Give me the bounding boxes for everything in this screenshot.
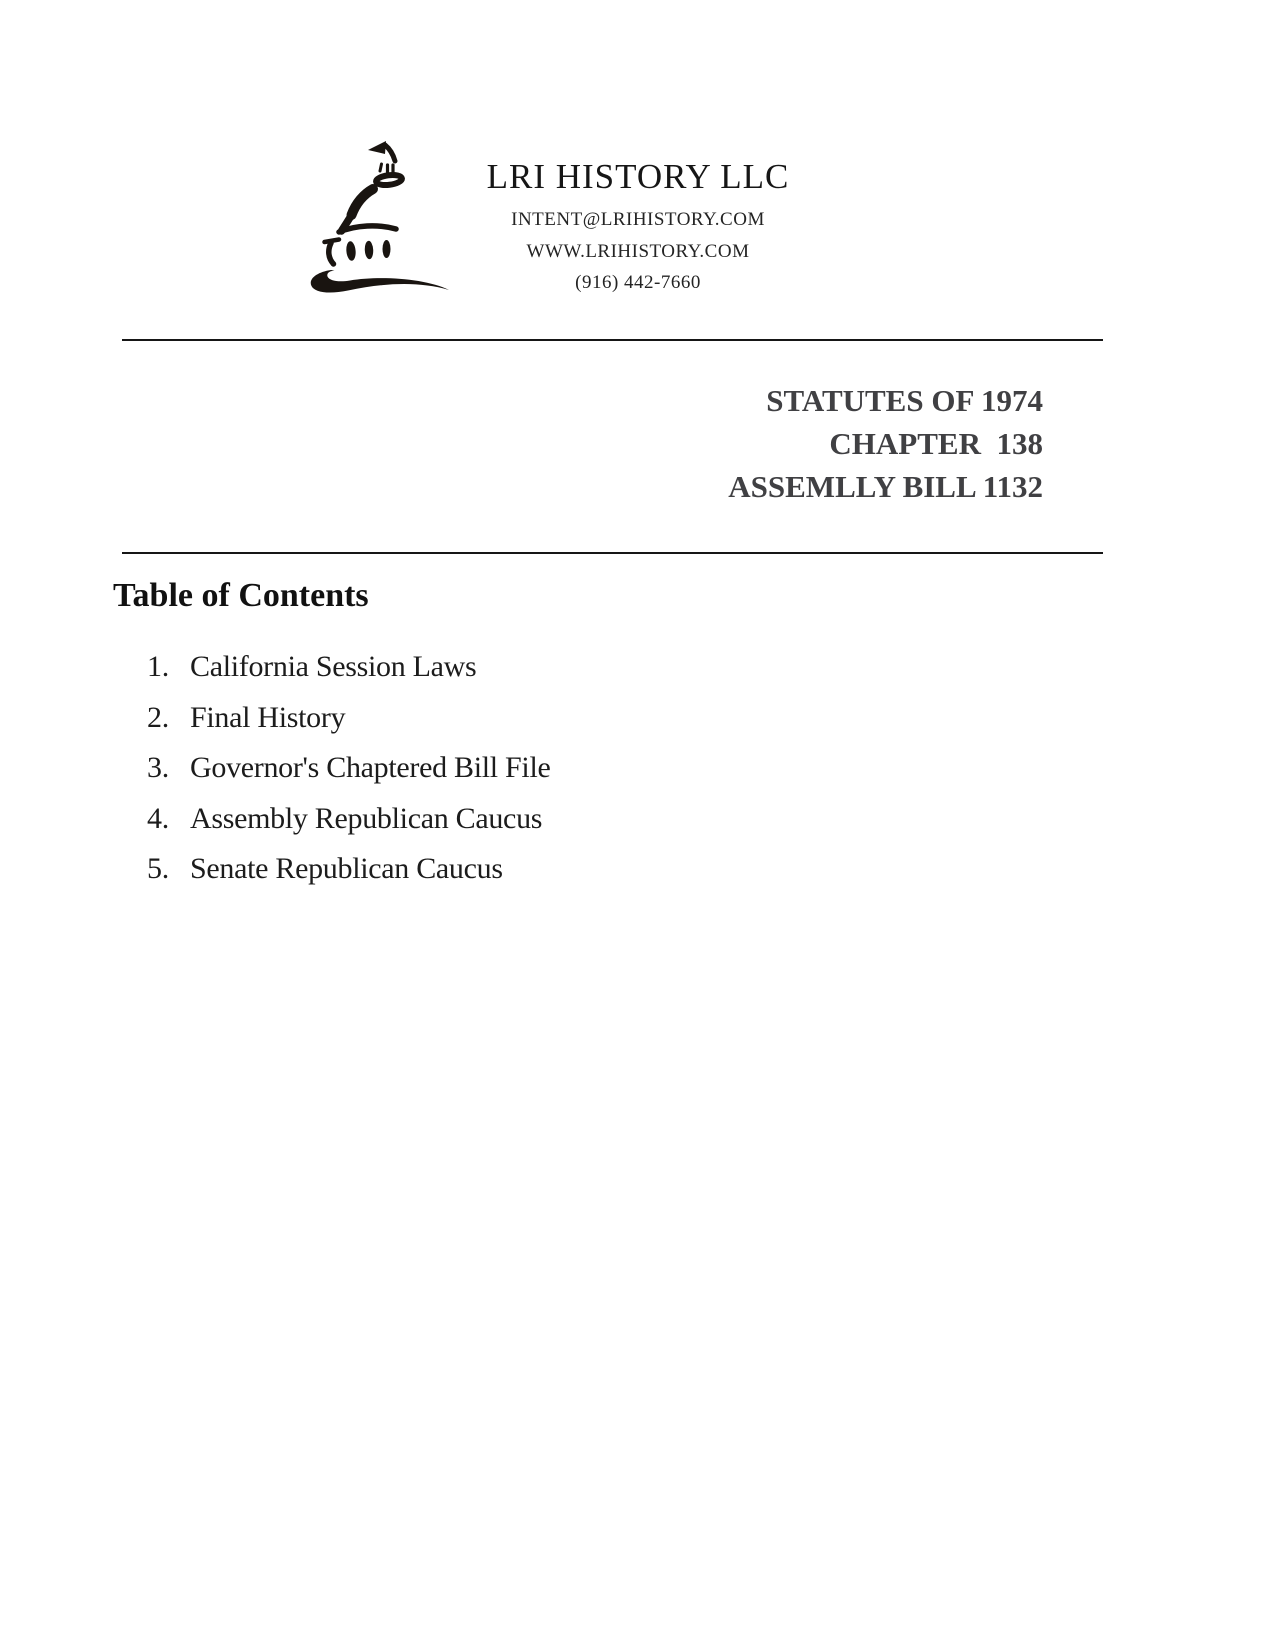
- statutes-year-line: STATUTES OF 1974: [766, 383, 1043, 418]
- toc-item: [147, 844, 551, 895]
- toc-item: [147, 642, 551, 693]
- company-phone: (916) 442-7660: [575, 272, 701, 293]
- horizontal-rule-top: [122, 339, 1103, 341]
- toc-item-number: 4.: [147, 801, 169, 835]
- toc-item-label: Senate Republican Caucus: [190, 852, 503, 885]
- chapter-line: CHAPTER 138: [829, 426, 1043, 461]
- assembly-bill-line: ASSEMLLY BILL 1132: [728, 469, 1043, 504]
- toc-title: Table of Contents: [113, 577, 369, 614]
- capitol-dome-logo-icon: [298, 128, 458, 303]
- company-name: LRI HISTORY LLC: [486, 157, 790, 196]
- toc-item-label: Assembly Republican Caucus: [190, 801, 543, 835]
- toc-item-number: 3.: [147, 751, 169, 784]
- company-website: WWW.LRIHISTORY.COM: [526, 241, 750, 262]
- company-email: INTENT@LRIHISTORY.COM: [511, 209, 765, 230]
- document-title-block: [728, 379, 1043, 508]
- toc-item: [147, 743, 551, 794]
- toc-item: [147, 693, 551, 744]
- toc-list: [147, 642, 551, 895]
- toc-item-number: 2.: [147, 700, 169, 734]
- toc-item-label: Final History: [190, 700, 346, 734]
- toc-item-number: 5.: [147, 852, 169, 885]
- toc-item: [147, 794, 551, 845]
- toc-item-label: California Session Laws: [190, 650, 477, 683]
- horizontal-rule-bottom: [122, 552, 1103, 554]
- toc-item-label: Governor's Chaptered Bill File: [190, 751, 551, 784]
- toc-item-number: 1.: [147, 650, 169, 683]
